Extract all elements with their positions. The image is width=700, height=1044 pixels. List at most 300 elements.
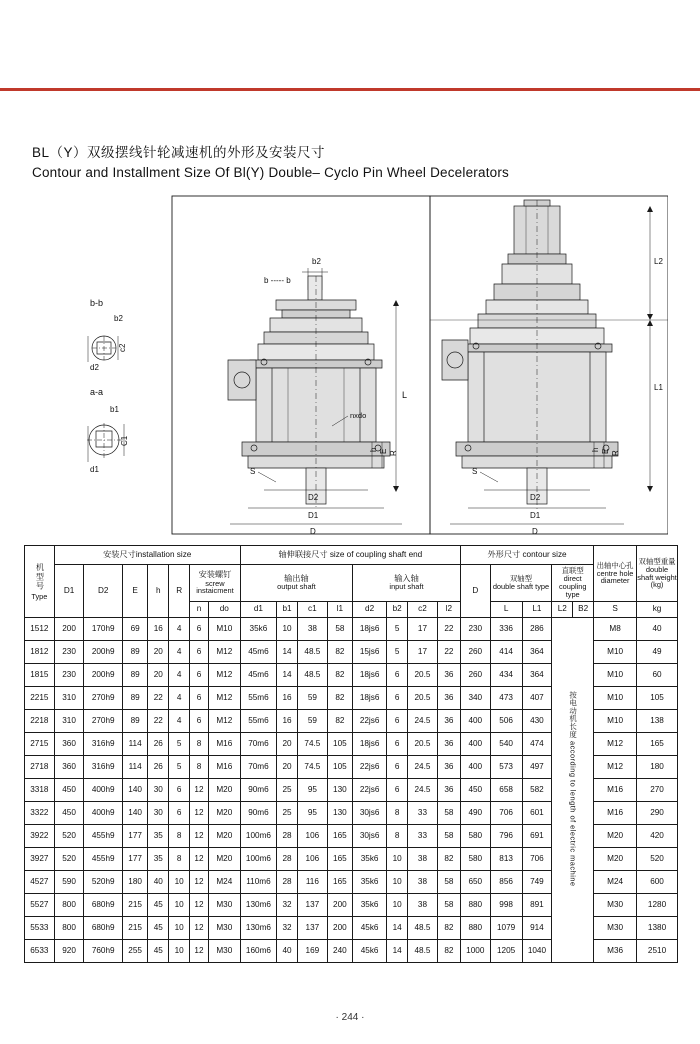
cell-D2: 200h9 bbox=[84, 664, 123, 687]
technical-drawing bbox=[32, 190, 668, 535]
cell-h: 40 bbox=[148, 871, 169, 894]
cell-L1: 582 bbox=[522, 779, 552, 802]
header-l1: l1 bbox=[327, 602, 352, 618]
cell-D1: 200 bbox=[54, 618, 84, 641]
header-input-en: input shaft bbox=[389, 582, 424, 592]
cell-do: M24 bbox=[208, 871, 240, 894]
cell-L: 813 bbox=[490, 848, 522, 871]
cell-do: M20 bbox=[208, 779, 240, 802]
cell-n: 12 bbox=[190, 779, 209, 802]
cell-do: M12 bbox=[208, 641, 240, 664]
cell-l1: 165 bbox=[327, 848, 352, 871]
cell-c2: 17 bbox=[408, 641, 438, 664]
cell-L: 540 bbox=[490, 733, 522, 756]
cell-S: M10 bbox=[594, 710, 637, 733]
cell-d2: 22js6 bbox=[353, 710, 387, 733]
cell-R: 8 bbox=[169, 825, 190, 848]
header-D1: D1 bbox=[54, 565, 84, 618]
cell-do: M30 bbox=[208, 894, 240, 917]
cell-l2: 22 bbox=[437, 618, 460, 641]
cell-c2: 20.5 bbox=[408, 687, 438, 710]
cell-h: 45 bbox=[148, 940, 169, 963]
cell-h: 30 bbox=[148, 779, 169, 802]
cell-D: 230 bbox=[460, 618, 490, 641]
cell-d2: 18js6 bbox=[353, 664, 387, 687]
header-group-coupling: 轴伸联接尺寸 size of coupling shaft end bbox=[240, 546, 460, 565]
cell-type: 6533 bbox=[25, 940, 55, 963]
cell-type: 1812 bbox=[25, 641, 55, 664]
svg-text:D1: D1 bbox=[530, 511, 541, 520]
cell-D2: 455h9 bbox=[84, 848, 123, 871]
header-c1: c1 bbox=[298, 602, 328, 618]
cell-weight: 2510 bbox=[637, 940, 678, 963]
cell-E: 177 bbox=[122, 825, 147, 848]
cell-b2: 6 bbox=[387, 756, 408, 779]
cell-L1: 914 bbox=[522, 917, 552, 940]
svg-text:E: E bbox=[379, 448, 388, 454]
cell-D2: 316h9 bbox=[84, 733, 123, 756]
cell-l1: 130 bbox=[327, 802, 352, 825]
cell-E: 215 bbox=[122, 917, 147, 940]
cell-l2: 36 bbox=[437, 779, 460, 802]
cell-b1: 14 bbox=[277, 664, 298, 687]
cell-D2: 520h9 bbox=[84, 871, 123, 894]
cell-D: 400 bbox=[460, 710, 490, 733]
header-input-cn: 输入轴 bbox=[394, 573, 419, 583]
cell-L: 706 bbox=[490, 802, 522, 825]
cell-b2: 10 bbox=[387, 894, 408, 917]
cell-type: 5527 bbox=[25, 894, 55, 917]
cell-d1: 130m6 bbox=[240, 894, 276, 917]
cell-c1: 137 bbox=[298, 894, 328, 917]
cell-d1: 70m6 bbox=[240, 733, 276, 756]
cell-c1: 95 bbox=[298, 779, 328, 802]
cell-D: 400 bbox=[460, 756, 490, 779]
cell-d2: 18js6 bbox=[353, 733, 387, 756]
cell-l2: 36 bbox=[437, 733, 460, 756]
cell-do: M10 bbox=[208, 618, 240, 641]
cell-n: 6 bbox=[190, 618, 209, 641]
cell-h: 35 bbox=[148, 848, 169, 871]
cell-h: 16 bbox=[148, 618, 169, 641]
header-double-en: double shaft type bbox=[492, 582, 550, 591]
cell-E: 140 bbox=[122, 779, 147, 802]
cell-b2: 5 bbox=[387, 618, 408, 641]
cell-E: 69 bbox=[122, 618, 147, 641]
cell-L1: 891 bbox=[522, 894, 552, 917]
cell-L: 414 bbox=[490, 641, 522, 664]
cell-weight: 49 bbox=[637, 641, 678, 664]
cell-d1: 70m6 bbox=[240, 756, 276, 779]
cell-b2: 14 bbox=[387, 917, 408, 940]
cell-L: 1205 bbox=[490, 940, 522, 963]
cell-E: 180 bbox=[122, 871, 147, 894]
cell-n: 8 bbox=[190, 733, 209, 756]
header-L2: L2 bbox=[552, 602, 573, 618]
cell-L1: 474 bbox=[522, 733, 552, 756]
cell-l2: 36 bbox=[437, 664, 460, 687]
cell-D: 340 bbox=[460, 687, 490, 710]
cell-h: 22 bbox=[148, 687, 169, 710]
svg-text:R: R bbox=[389, 450, 398, 456]
svg-text:D2: D2 bbox=[308, 493, 319, 502]
cell-h: 20 bbox=[148, 664, 169, 687]
cell-c1: 59 bbox=[298, 710, 328, 733]
cell-weight: 290 bbox=[637, 802, 678, 825]
cell-do: M30 bbox=[208, 940, 240, 963]
cell-b1: 16 bbox=[277, 710, 298, 733]
svg-text:nxdo: nxdo bbox=[350, 411, 367, 420]
cell-l1: 82 bbox=[327, 664, 352, 687]
cell-n: 12 bbox=[190, 802, 209, 825]
cell-b2: 6 bbox=[387, 687, 408, 710]
cell-d1: 110m6 bbox=[240, 871, 276, 894]
table-row bbox=[25, 618, 678, 641]
cell-weight: 1380 bbox=[637, 917, 678, 940]
cell-l2: 82 bbox=[437, 940, 460, 963]
svg-text:a-a: a-a bbox=[90, 387, 104, 397]
header-output-cn: 输出轴 bbox=[284, 573, 309, 583]
cell-weight: 180 bbox=[637, 756, 678, 779]
header-double-type bbox=[490, 565, 552, 602]
header-group-install: 安装尺寸installation size bbox=[54, 546, 240, 565]
cell-D2: 455h9 bbox=[84, 825, 123, 848]
cell-E: 140 bbox=[122, 802, 147, 825]
cell-L: 336 bbox=[490, 618, 522, 641]
cell-n: 6 bbox=[190, 687, 209, 710]
header-b1: b1 bbox=[277, 602, 298, 618]
header-screw-cn: 安装螺钉 bbox=[198, 569, 232, 579]
cell-weight: 40 bbox=[637, 618, 678, 641]
header-D2: D2 bbox=[84, 565, 123, 618]
cell-L1: 497 bbox=[522, 756, 552, 779]
header-R: R bbox=[169, 565, 190, 618]
cell-b1: 40 bbox=[277, 940, 298, 963]
cell-b2: 6 bbox=[387, 710, 408, 733]
cell-l1: 105 bbox=[327, 756, 352, 779]
cell-D1: 450 bbox=[54, 779, 84, 802]
header-output-shaft bbox=[240, 565, 352, 602]
cell-h: 26 bbox=[148, 733, 169, 756]
cell-E: 177 bbox=[122, 848, 147, 871]
cell-c1: 106 bbox=[298, 825, 328, 848]
cell-b1: 16 bbox=[277, 687, 298, 710]
cell-weight: 420 bbox=[637, 825, 678, 848]
cell-S: M30 bbox=[594, 917, 637, 940]
cell-h: 45 bbox=[148, 894, 169, 917]
cell-L1: 691 bbox=[522, 825, 552, 848]
cell-b2: 6 bbox=[387, 664, 408, 687]
table-body bbox=[25, 618, 678, 963]
cell-l1: 58 bbox=[327, 618, 352, 641]
cell-do: M12 bbox=[208, 664, 240, 687]
cell-L1: 364 bbox=[522, 641, 552, 664]
cell-b2: 8 bbox=[387, 802, 408, 825]
cell-n: 12 bbox=[190, 825, 209, 848]
cell-S: M8 bbox=[594, 618, 637, 641]
page-title-cn: BL（Y）双级摆线针轮减速机的外形及安装尺寸 bbox=[32, 145, 326, 160]
header-type bbox=[25, 546, 55, 618]
cell-l1: 200 bbox=[327, 917, 352, 940]
header-L1: L1 bbox=[522, 602, 552, 618]
cell-D1: 230 bbox=[54, 664, 84, 687]
cell-c1: 106 bbox=[298, 848, 328, 871]
cell-d1: 100m6 bbox=[240, 825, 276, 848]
cell-D2: 270h9 bbox=[84, 710, 123, 733]
header-type-cn: 机型号 bbox=[35, 562, 45, 591]
cell-do: M20 bbox=[208, 848, 240, 871]
cell-L1: 1040 bbox=[522, 940, 552, 963]
cell-D1: 590 bbox=[54, 871, 84, 894]
cell-l1: 165 bbox=[327, 825, 352, 848]
cell-R: 6 bbox=[169, 779, 190, 802]
cell-l2: 82 bbox=[437, 848, 460, 871]
cell-R: 4 bbox=[169, 618, 190, 641]
cell-weight: 138 bbox=[637, 710, 678, 733]
cell-weight: 165 bbox=[637, 733, 678, 756]
cell-D1: 520 bbox=[54, 848, 84, 871]
header-c2: c2 bbox=[408, 602, 438, 618]
cell-L: 1079 bbox=[490, 917, 522, 940]
cell-l1: 240 bbox=[327, 940, 352, 963]
cell-D2: 200h9 bbox=[84, 641, 123, 664]
svg-text:D: D bbox=[310, 527, 316, 535]
header-group-weight bbox=[637, 546, 678, 602]
cell-R: 10 bbox=[169, 940, 190, 963]
cell-weight: 600 bbox=[637, 871, 678, 894]
cell-E: 114 bbox=[122, 733, 147, 756]
cell-d1: 90m6 bbox=[240, 779, 276, 802]
svg-text:D: D bbox=[532, 527, 538, 535]
header-centre-hole-text: 出轴中心孔 centre hole diameter bbox=[596, 560, 634, 586]
cell-l1: 105 bbox=[327, 733, 352, 756]
cell-d2: 30js6 bbox=[353, 825, 387, 848]
cell-L1: 601 bbox=[522, 802, 552, 825]
cell-D: 650 bbox=[460, 871, 490, 894]
cell-b1: 32 bbox=[277, 917, 298, 940]
svg-text:b2: b2 bbox=[312, 257, 321, 266]
cell-b1: 25 bbox=[277, 779, 298, 802]
cell-c1: 74.5 bbox=[298, 733, 328, 756]
cell-R: 4 bbox=[169, 664, 190, 687]
cell-n: 12 bbox=[190, 917, 209, 940]
cell-E: 215 bbox=[122, 894, 147, 917]
cell-S: M10 bbox=[594, 641, 637, 664]
svg-text:S: S bbox=[250, 467, 256, 476]
cell-l2: 58 bbox=[437, 871, 460, 894]
cell-n: 12 bbox=[190, 894, 209, 917]
cell-D1: 800 bbox=[54, 894, 84, 917]
cell-l1: 200 bbox=[327, 894, 352, 917]
cell-D: 490 bbox=[460, 802, 490, 825]
cell-R: 10 bbox=[169, 917, 190, 940]
cell-R: 5 bbox=[169, 733, 190, 756]
header-d2: d2 bbox=[353, 602, 387, 618]
cell-L: 998 bbox=[490, 894, 522, 917]
cell-b2: 5 bbox=[387, 641, 408, 664]
cell-c2: 38 bbox=[408, 848, 438, 871]
cell-c2: 20.5 bbox=[408, 664, 438, 687]
cell-weight: 1280 bbox=[637, 894, 678, 917]
cell-d2: 35k6 bbox=[353, 848, 387, 871]
cell-l1: 165 bbox=[327, 871, 352, 894]
cell-c1: 169 bbox=[298, 940, 328, 963]
cell-b1: 28 bbox=[277, 848, 298, 871]
cell-type: 3927 bbox=[25, 848, 55, 871]
cell-d2: 35k6 bbox=[353, 894, 387, 917]
cell-type: 4527 bbox=[25, 871, 55, 894]
cell-b2: 6 bbox=[387, 779, 408, 802]
header-group-contour: 外形尺寸 contour size bbox=[460, 546, 593, 565]
svg-text:L: L bbox=[402, 390, 408, 400]
cell-n: 8 bbox=[190, 756, 209, 779]
cell-E: 89 bbox=[122, 664, 147, 687]
cell-D1: 920 bbox=[54, 940, 84, 963]
cell-l1: 130 bbox=[327, 779, 352, 802]
header-direct-type bbox=[552, 565, 594, 602]
cell-n: 12 bbox=[190, 871, 209, 894]
cell-D2: 400h9 bbox=[84, 779, 123, 802]
cell-D2: 680h9 bbox=[84, 917, 123, 940]
page-title-en: Contour and Installment Size Of Bl(Y) Double– Cyclo Pin Wheel Decelerators bbox=[32, 165, 510, 180]
cell-c2: 38 bbox=[408, 894, 438, 917]
cell-do: M20 bbox=[208, 825, 240, 848]
cell-do: M16 bbox=[208, 756, 240, 779]
cell-D1: 520 bbox=[54, 825, 84, 848]
cell-l1: 82 bbox=[327, 710, 352, 733]
table-header-groups bbox=[25, 546, 678, 565]
cell-d2: 18js6 bbox=[353, 687, 387, 710]
cell-E: 114 bbox=[122, 756, 147, 779]
header-weight-text: 双轴型重量 double shaft weight (kg) bbox=[637, 556, 677, 590]
header-kg: kg bbox=[637, 602, 678, 618]
cell-L1: 749 bbox=[522, 871, 552, 894]
header-l2: l2 bbox=[437, 602, 460, 618]
cell-D: 580 bbox=[460, 848, 490, 871]
cell-L: 573 bbox=[490, 756, 522, 779]
cell-c2: 38 bbox=[408, 871, 438, 894]
cell-d1: 130m6 bbox=[240, 917, 276, 940]
cell-D1: 310 bbox=[54, 687, 84, 710]
cell-L: 473 bbox=[490, 687, 522, 710]
cell-type: 2215 bbox=[25, 687, 55, 710]
svg-text:D1: D1 bbox=[308, 511, 319, 520]
cell-D2: 400h9 bbox=[84, 802, 123, 825]
cell-do: M12 bbox=[208, 687, 240, 710]
cell-c2: 33 bbox=[408, 802, 438, 825]
cell-D1: 450 bbox=[54, 802, 84, 825]
cell-h: 30 bbox=[148, 802, 169, 825]
cell-D: 450 bbox=[460, 779, 490, 802]
svg-text:h: h bbox=[369, 447, 378, 452]
cell-D1: 310 bbox=[54, 710, 84, 733]
cell-L1: 364 bbox=[522, 664, 552, 687]
header-direct-cn: 直联型 bbox=[561, 566, 584, 576]
cell-D1: 230 bbox=[54, 641, 84, 664]
cell-type: 2715 bbox=[25, 733, 55, 756]
cell-c1: 59 bbox=[298, 687, 328, 710]
cell-h: 26 bbox=[148, 756, 169, 779]
cell-h: 35 bbox=[148, 825, 169, 848]
cell-D2: 270h9 bbox=[84, 687, 123, 710]
cell-E: 89 bbox=[122, 687, 147, 710]
cell-do: M16 bbox=[208, 733, 240, 756]
svg-text:S: S bbox=[472, 467, 478, 476]
cell-L1: 430 bbox=[522, 710, 552, 733]
header-L: L bbox=[490, 602, 522, 618]
cell-n: 6 bbox=[190, 664, 209, 687]
cell-l2: 36 bbox=[437, 687, 460, 710]
cell-D1: 360 bbox=[54, 756, 84, 779]
cell-d1: 55m6 bbox=[240, 687, 276, 710]
cell-c1: 137 bbox=[298, 917, 328, 940]
cell-b1: 25 bbox=[277, 802, 298, 825]
cell-E: 89 bbox=[122, 710, 147, 733]
cell-do: M30 bbox=[208, 917, 240, 940]
cell-S: M16 bbox=[594, 779, 637, 802]
cell-D: 880 bbox=[460, 917, 490, 940]
cell-S: M20 bbox=[594, 825, 637, 848]
cell-D2: 316h9 bbox=[84, 756, 123, 779]
svg-text:d1: d1 bbox=[90, 465, 99, 474]
header-direct-en: direct coupling type bbox=[558, 574, 587, 599]
page-number: · 244 · bbox=[335, 1012, 365, 1023]
cell-do: M12 bbox=[208, 710, 240, 733]
cell-L1: 407 bbox=[522, 687, 552, 710]
svg-text:D2: D2 bbox=[530, 493, 541, 502]
cell-l2: 36 bbox=[437, 710, 460, 733]
cell-R: 8 bbox=[169, 848, 190, 871]
svg-text:c2: c2 bbox=[118, 343, 127, 352]
cell-c2: 24.5 bbox=[408, 756, 438, 779]
cell-type: 2218 bbox=[25, 710, 55, 733]
cell-d2: 45k6 bbox=[353, 917, 387, 940]
cell-D: 260 bbox=[460, 664, 490, 687]
cell-S: M20 bbox=[594, 848, 637, 871]
cell-D: 400 bbox=[460, 733, 490, 756]
cell-D2: 760h9 bbox=[84, 940, 123, 963]
header-do: do bbox=[208, 602, 240, 618]
svg-text:b-b: b-b bbox=[90, 298, 104, 308]
cell-b1: 14 bbox=[277, 641, 298, 664]
cell-b1: 20 bbox=[277, 756, 298, 779]
cell-b2: 10 bbox=[387, 871, 408, 894]
header-B2: B2 bbox=[573, 602, 594, 618]
cell-c2: 17 bbox=[408, 618, 438, 641]
cell-d2: 15js6 bbox=[353, 641, 387, 664]
cell-D2: 680h9 bbox=[84, 894, 123, 917]
header-rule bbox=[0, 88, 700, 91]
cell-d1: 45m6 bbox=[240, 664, 276, 687]
header-h: h bbox=[148, 565, 169, 618]
cell-b2: 8 bbox=[387, 825, 408, 848]
cell-S: M36 bbox=[594, 940, 637, 963]
cell-L: 434 bbox=[490, 664, 522, 687]
table-head bbox=[25, 546, 678, 618]
cell-l2: 82 bbox=[437, 917, 460, 940]
svg-text:b1: b1 bbox=[110, 405, 119, 414]
cell-l1: 82 bbox=[327, 687, 352, 710]
cell-D: 1000 bbox=[460, 940, 490, 963]
cell-h: 45 bbox=[148, 917, 169, 940]
header-D: D bbox=[460, 565, 490, 618]
svg-text:C1: C1 bbox=[120, 435, 129, 446]
cell-type: 2718 bbox=[25, 756, 55, 779]
cell-L: 796 bbox=[490, 825, 522, 848]
cell-c2: 20.5 bbox=[408, 733, 438, 756]
svg-text:R: R bbox=[611, 450, 620, 456]
svg-text:E: E bbox=[601, 448, 610, 454]
